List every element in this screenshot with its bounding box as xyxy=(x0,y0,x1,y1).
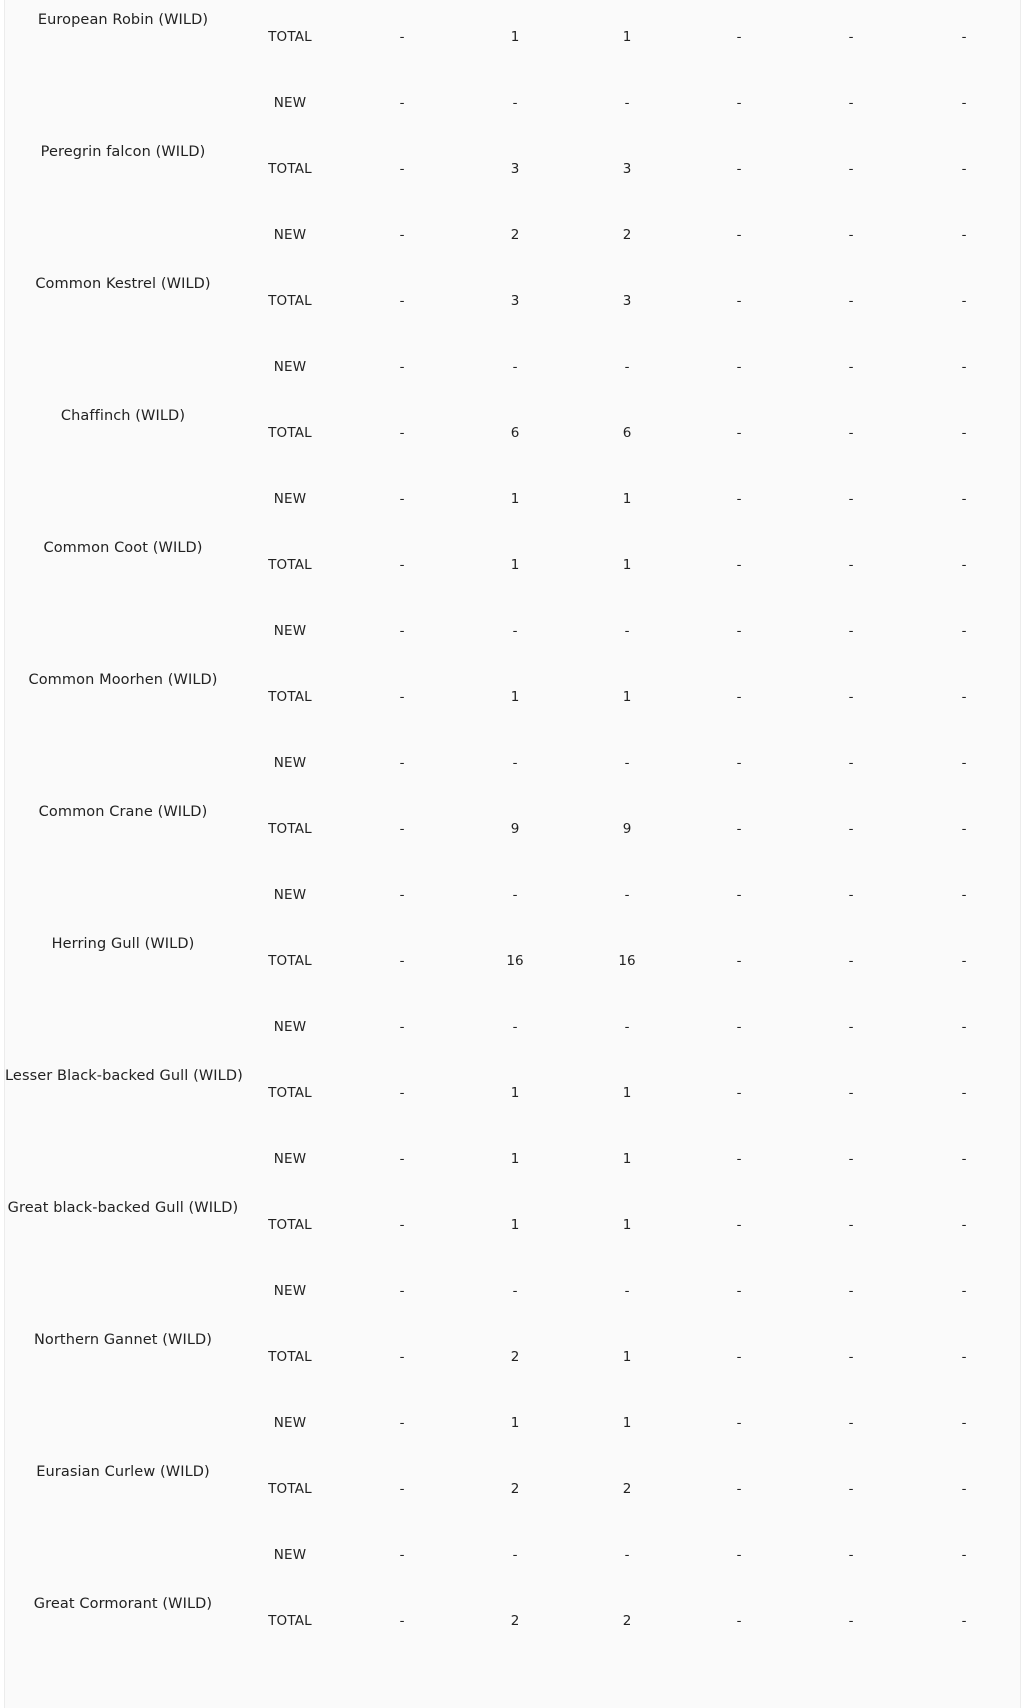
value-cell-1: - xyxy=(399,953,405,969)
value-cell-1: - xyxy=(399,623,405,639)
value-cell-5: - xyxy=(848,755,854,771)
species-row-group xyxy=(5,1535,1022,1667)
value-cell-6: - xyxy=(961,887,967,903)
value-cell-3: - xyxy=(624,1283,630,1299)
new-label: NEW xyxy=(273,1547,307,1563)
total-label: TOTAL xyxy=(268,1481,312,1497)
value-cell-3: 1 xyxy=(622,1151,632,1167)
value-cell-6: - xyxy=(961,1283,967,1299)
value-cell-2: 1 xyxy=(510,29,520,45)
value-cell-1: - xyxy=(399,1547,405,1563)
total-row xyxy=(5,1611,1022,1631)
value-cell-3: - xyxy=(624,359,630,375)
species-name: Common Moorhen (WILD) xyxy=(28,672,218,688)
value-cell-4: - xyxy=(736,689,742,705)
species-row-group xyxy=(5,743,1022,875)
value-cell-6: - xyxy=(961,293,967,309)
value-cell-4: - xyxy=(736,1085,742,1101)
value-cell-3: 1 xyxy=(622,1415,632,1431)
value-cell-1: - xyxy=(399,491,405,507)
new-label: NEW xyxy=(273,1415,307,1431)
value-cell-5: - xyxy=(848,1019,854,1035)
total-label: TOTAL xyxy=(268,425,312,441)
value-cell-3: 1 xyxy=(622,491,632,507)
value-cell-5: - xyxy=(848,623,854,639)
species-name: Northern Gannet (WILD) xyxy=(33,1332,213,1348)
new-label: NEW xyxy=(273,1151,307,1167)
value-cell-6: - xyxy=(961,755,967,771)
value-cell-1: - xyxy=(399,95,405,111)
species-name: Eurasian Curlew (WILD) xyxy=(36,1464,210,1480)
value-cell-3: 1 xyxy=(622,689,632,705)
total-row xyxy=(5,1083,1022,1103)
value-cell-6: - xyxy=(961,491,967,507)
value-cell-5: - xyxy=(848,887,854,903)
value-cell-4: - xyxy=(736,491,742,507)
species-row-group xyxy=(5,0,1022,83)
value-cell-2: - xyxy=(512,887,518,903)
value-cell-4: - xyxy=(736,953,742,969)
value-cell-5: - xyxy=(848,1415,854,1431)
value-cell-4: - xyxy=(736,227,742,243)
value-cell-3: 1 xyxy=(622,1085,632,1101)
value-cell-1: - xyxy=(399,689,405,705)
value-cell-6: - xyxy=(961,689,967,705)
value-cell-2: 2 xyxy=(510,1481,520,1497)
value-cell-5: - xyxy=(848,1217,854,1233)
value-cell-2: 2 xyxy=(510,1613,520,1629)
value-cell-1: - xyxy=(399,359,405,375)
value-cell-3: - xyxy=(624,1019,630,1035)
total-label: TOTAL xyxy=(268,1085,312,1101)
value-cell-1: - xyxy=(399,1415,405,1431)
new-row xyxy=(5,1545,1022,1565)
species-name: European Robin (WILD) xyxy=(37,12,209,28)
value-cell-3: 6 xyxy=(622,425,632,441)
species-name: Lesser Black-backed Gull (WILD) xyxy=(5,1068,243,1084)
value-cell-1: - xyxy=(399,1151,405,1167)
value-cell-4: - xyxy=(736,1151,742,1167)
species-row-group xyxy=(5,347,1022,479)
value-cell-2: 3 xyxy=(510,293,520,309)
species-table xyxy=(4,0,1021,1708)
value-cell-5: - xyxy=(848,557,854,573)
species-row-group xyxy=(5,875,1022,1007)
value-cell-6: - xyxy=(961,623,967,639)
total-row xyxy=(5,1479,1022,1499)
value-cell-3: - xyxy=(624,1547,630,1563)
value-cell-6: - xyxy=(961,425,967,441)
value-cell-3: 2 xyxy=(622,1613,632,1629)
new-label: NEW xyxy=(273,1283,307,1299)
total-label: TOTAL xyxy=(268,689,312,705)
new-row xyxy=(5,1281,1022,1301)
total-row xyxy=(5,27,1022,47)
value-cell-5: - xyxy=(848,359,854,375)
value-cell-6: - xyxy=(961,1613,967,1629)
value-cell-1: - xyxy=(399,1217,405,1233)
value-cell-6: - xyxy=(961,1481,967,1497)
value-cell-1: - xyxy=(399,1085,405,1101)
value-cell-4: - xyxy=(736,1613,742,1629)
value-cell-5: - xyxy=(848,1349,854,1365)
total-label: TOTAL xyxy=(268,293,312,309)
value-cell-6: - xyxy=(961,1019,967,1035)
total-label: TOTAL xyxy=(268,1349,312,1365)
total-row xyxy=(5,1215,1022,1235)
value-cell-6: - xyxy=(961,1349,967,1365)
new-label: NEW xyxy=(273,755,307,771)
total-row xyxy=(5,951,1022,971)
total-label: TOTAL xyxy=(268,557,312,573)
value-cell-4: - xyxy=(736,95,742,111)
new-row xyxy=(5,489,1022,509)
new-label: NEW xyxy=(273,491,307,507)
value-cell-2: 1 xyxy=(510,491,520,507)
total-label: TOTAL xyxy=(268,1217,312,1233)
value-cell-1: - xyxy=(399,887,405,903)
value-cell-5: - xyxy=(848,821,854,837)
value-cell-1: - xyxy=(399,557,405,573)
new-label: NEW xyxy=(273,95,307,111)
new-label: NEW xyxy=(273,227,307,243)
species-row-group xyxy=(5,1403,1022,1535)
value-cell-2: 2 xyxy=(510,1349,520,1365)
value-cell-3: 2 xyxy=(622,227,632,243)
value-cell-3: 2 xyxy=(622,1481,632,1497)
new-row xyxy=(5,357,1022,377)
value-cell-2: - xyxy=(512,359,518,375)
value-cell-3: 1 xyxy=(622,29,632,45)
value-cell-3: - xyxy=(624,623,630,639)
value-cell-5: - xyxy=(848,491,854,507)
value-cell-4: - xyxy=(736,1415,742,1431)
value-cell-2: - xyxy=(512,1283,518,1299)
value-cell-3: 9 xyxy=(622,821,632,837)
value-cell-5: - xyxy=(848,1283,854,1299)
value-cell-4: - xyxy=(736,161,742,177)
value-cell-5: - xyxy=(848,161,854,177)
species-row-group xyxy=(5,611,1022,743)
value-cell-3: - xyxy=(624,95,630,111)
value-cell-1: - xyxy=(399,293,405,309)
value-cell-2: 9 xyxy=(510,821,520,837)
value-cell-3: 3 xyxy=(622,293,632,309)
value-cell-4: - xyxy=(736,755,742,771)
value-cell-1: - xyxy=(399,1481,405,1497)
species-name: Common Kestrel (WILD) xyxy=(35,276,211,292)
value-cell-6: - xyxy=(961,29,967,45)
new-row xyxy=(5,621,1022,641)
total-label: TOTAL xyxy=(268,161,312,177)
value-cell-4: - xyxy=(736,1283,742,1299)
new-row xyxy=(5,1149,1022,1169)
value-cell-6: - xyxy=(961,1217,967,1233)
value-cell-1: - xyxy=(399,755,405,771)
new-label: NEW xyxy=(273,887,307,903)
total-row xyxy=(5,819,1022,839)
new-row xyxy=(5,1413,1022,1433)
value-cell-5: - xyxy=(848,227,854,243)
value-cell-5: - xyxy=(848,1547,854,1563)
value-cell-5: - xyxy=(848,29,854,45)
value-cell-2: - xyxy=(512,1547,518,1563)
new-row xyxy=(5,93,1022,113)
value-cell-6: - xyxy=(961,95,967,111)
value-cell-1: - xyxy=(399,1019,405,1035)
value-cell-4: - xyxy=(736,1019,742,1035)
value-cell-3: 3 xyxy=(622,161,632,177)
value-cell-5: - xyxy=(848,1481,854,1497)
value-cell-3: 1 xyxy=(622,1349,632,1365)
new-row xyxy=(5,1017,1022,1037)
new-row xyxy=(5,885,1022,905)
value-cell-5: - xyxy=(848,95,854,111)
value-cell-2: 1 xyxy=(510,689,520,705)
value-cell-4: - xyxy=(736,557,742,573)
value-cell-2: 3 xyxy=(510,161,520,177)
value-cell-5: - xyxy=(848,953,854,969)
value-cell-6: - xyxy=(961,227,967,243)
value-cell-1: - xyxy=(399,425,405,441)
value-cell-2: - xyxy=(512,1019,518,1035)
species-row-group xyxy=(5,215,1022,347)
value-cell-4: - xyxy=(736,821,742,837)
species-row-group xyxy=(5,1271,1022,1403)
value-cell-2: 1 xyxy=(510,1085,520,1101)
total-label: TOTAL xyxy=(268,1613,312,1629)
total-row xyxy=(5,555,1022,575)
value-cell-4: - xyxy=(736,1217,742,1233)
value-cell-5: - xyxy=(848,689,854,705)
value-cell-6: - xyxy=(961,1085,967,1101)
total-row xyxy=(5,423,1022,443)
value-cell-1: - xyxy=(399,161,405,177)
value-cell-4: - xyxy=(736,1349,742,1365)
new-row xyxy=(5,753,1022,773)
value-cell-6: - xyxy=(961,1415,967,1431)
new-row xyxy=(5,225,1022,245)
value-cell-2: 1 xyxy=(510,1415,520,1431)
species-name: Chaffinch (WILD) xyxy=(60,408,186,424)
species-name: Herring Gull (WILD) xyxy=(51,936,195,952)
value-cell-3: 1 xyxy=(622,1217,632,1233)
value-cell-4: - xyxy=(736,359,742,375)
species-name: Peregrin falcon (WILD) xyxy=(40,144,206,160)
value-cell-1: - xyxy=(399,1349,405,1365)
value-cell-2: 6 xyxy=(510,425,520,441)
value-cell-6: - xyxy=(961,557,967,573)
total-row xyxy=(5,159,1022,179)
value-cell-4: - xyxy=(736,425,742,441)
value-cell-2: - xyxy=(512,95,518,111)
value-cell-1: - xyxy=(399,227,405,243)
value-cell-5: - xyxy=(848,293,854,309)
value-cell-6: - xyxy=(961,1547,967,1563)
total-label: TOTAL xyxy=(268,821,312,837)
value-cell-1: - xyxy=(399,821,405,837)
value-cell-5: - xyxy=(848,425,854,441)
value-cell-2: 1 xyxy=(510,1151,520,1167)
value-cell-4: - xyxy=(736,1481,742,1497)
value-cell-2: - xyxy=(512,623,518,639)
value-cell-2: 2 xyxy=(510,227,520,243)
value-cell-2: 16 xyxy=(506,953,524,969)
total-row xyxy=(5,291,1022,311)
value-cell-4: - xyxy=(736,623,742,639)
value-cell-6: - xyxy=(961,359,967,375)
species-name: Great black-backed Gull (WILD) xyxy=(7,1200,239,1216)
total-label: TOTAL xyxy=(268,29,312,45)
value-cell-6: - xyxy=(961,161,967,177)
species-name: Great Cormorant (WILD) xyxy=(33,1596,213,1612)
total-row xyxy=(5,687,1022,707)
new-label: NEW xyxy=(273,1019,307,1035)
value-cell-5: - xyxy=(848,1613,854,1629)
new-label: NEW xyxy=(273,623,307,639)
value-cell-3: 16 xyxy=(618,953,636,969)
value-cell-5: - xyxy=(848,1151,854,1167)
species-name: Common Coot (WILD) xyxy=(43,540,203,556)
species-row-group xyxy=(5,1139,1022,1271)
species-row-group xyxy=(5,83,1022,215)
species-row-group xyxy=(5,479,1022,611)
species-name: Common Crane (WILD) xyxy=(38,804,208,820)
value-cell-1: - xyxy=(399,29,405,45)
value-cell-3: 1 xyxy=(622,557,632,573)
value-cell-6: - xyxy=(961,1151,967,1167)
total-row xyxy=(5,1347,1022,1367)
value-cell-3: - xyxy=(624,887,630,903)
value-cell-5: - xyxy=(848,1085,854,1101)
new-label: NEW xyxy=(273,359,307,375)
value-cell-3: - xyxy=(624,755,630,771)
species-row-group xyxy=(5,1007,1022,1139)
value-cell-2: - xyxy=(512,755,518,771)
value-cell-4: - xyxy=(736,29,742,45)
value-cell-6: - xyxy=(961,953,967,969)
value-cell-4: - xyxy=(736,1547,742,1563)
value-cell-4: - xyxy=(736,293,742,309)
value-cell-6: - xyxy=(961,821,967,837)
value-cell-1: - xyxy=(399,1613,405,1629)
value-cell-2: 1 xyxy=(510,557,520,573)
total-label: TOTAL xyxy=(268,953,312,969)
value-cell-1: - xyxy=(399,1283,405,1299)
value-cell-4: - xyxy=(736,887,742,903)
value-cell-2: 1 xyxy=(510,1217,520,1233)
